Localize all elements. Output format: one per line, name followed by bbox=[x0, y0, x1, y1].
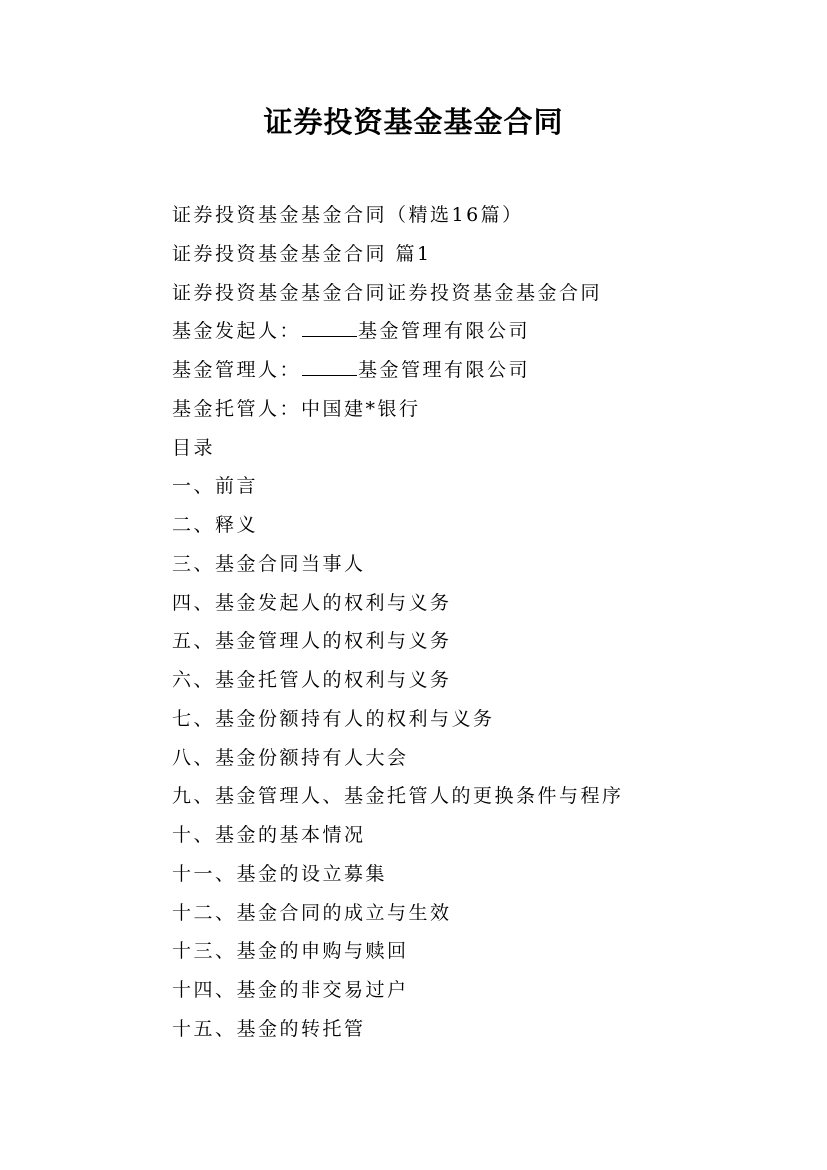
toc-item: 八、基金份额持有人大会 bbox=[172, 746, 409, 769]
manager-blank bbox=[302, 356, 357, 376]
toc-item: 二、释义 bbox=[172, 514, 259, 536]
document-body bbox=[172, 196, 772, 1049]
sponsor-line bbox=[172, 312, 772, 351]
sponsor-suffix: 基金管理有限公司 bbox=[358, 320, 531, 343]
toc-item: 十四、基金的非交易过户 bbox=[172, 979, 409, 1001]
toc-item: 三、基金合同当事人 bbox=[172, 552, 366, 575]
toc-item: 十、基金的基本情况 bbox=[172, 824, 366, 846]
document-title: 证券投资基金基金合同 bbox=[263, 105, 564, 139]
toc-heading: 目录 bbox=[172, 436, 216, 459]
toc-item: 五、基金管理人的权利与义务 bbox=[172, 630, 452, 653]
toc-item: 十三、基金的申购与赎回 bbox=[172, 940, 409, 963]
toc-item: 九、基金管理人、基金托管人的更换条件与程序 bbox=[172, 785, 624, 808]
sponsor-label: 基金发起人： bbox=[172, 320, 302, 343]
toc-item: 一、前言 bbox=[172, 475, 259, 498]
subtitle-line: 证券投资基金基金合同（精选16篇） bbox=[172, 204, 524, 226]
manager-suffix: 基金管理有限公司 bbox=[358, 359, 531, 381]
toc-item: 七、基金份额持有人的权利与义务 bbox=[172, 707, 495, 730]
contract-name-line: 证券投资基金基金合同证券投资基金基金合同 bbox=[172, 281, 603, 304]
toc-item: 六、基金托管人的权利与义务 bbox=[172, 669, 452, 691]
custodian-line: 基金托管人：中国建*银行 bbox=[172, 397, 421, 420]
toc-item: 十二、基金合同的成立与生效 bbox=[172, 901, 452, 924]
section-heading-line: 证券投资基金基金合同 篇1 bbox=[172, 242, 432, 265]
sponsor-blank bbox=[302, 317, 357, 337]
manager-label: 基金管理人： bbox=[172, 359, 302, 381]
toc-item: 十一、基金的设立募集 bbox=[172, 862, 388, 885]
toc-item: 十五、基金的转托管 bbox=[172, 1017, 366, 1040]
toc-item: 四、基金发起人的权利与义务 bbox=[172, 591, 452, 614]
manager-line bbox=[172, 351, 772, 390]
